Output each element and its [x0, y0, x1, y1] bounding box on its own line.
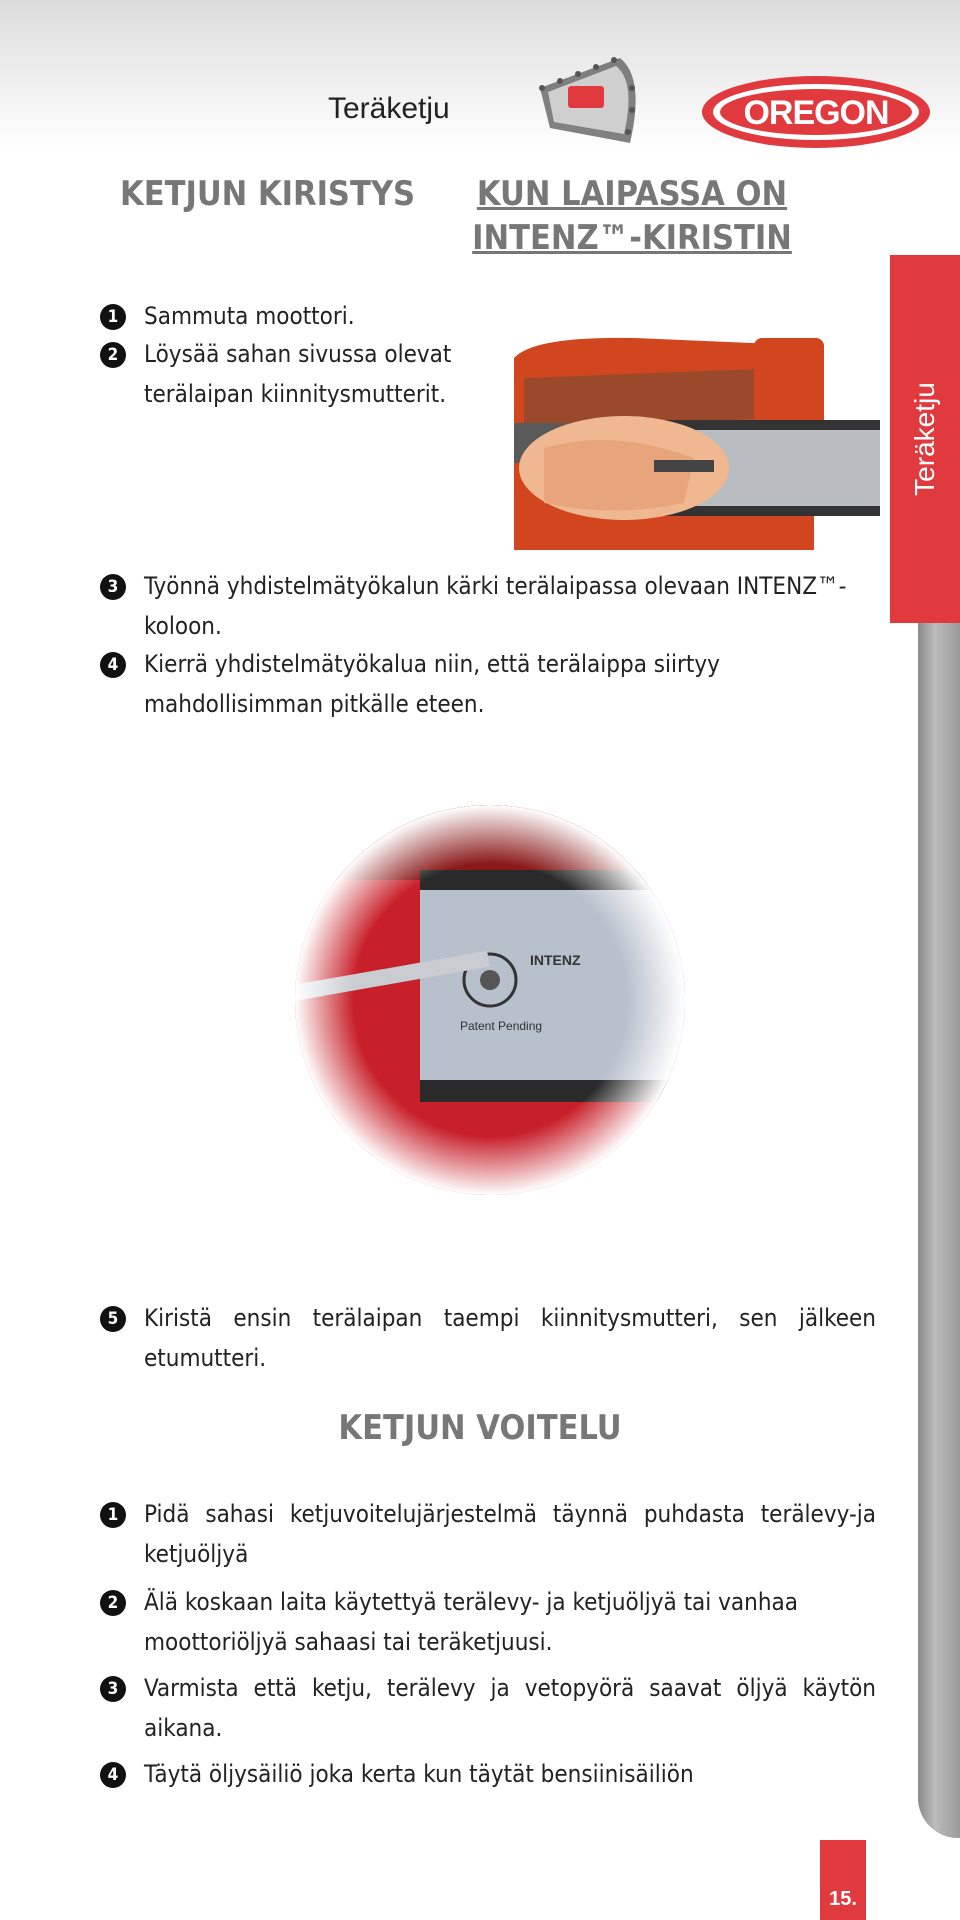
- section-title-left: KETJUN KIRISTYS: [120, 174, 416, 214]
- side-bar-decoration: [918, 623, 960, 1838]
- step-number-badge: 2: [100, 342, 126, 368]
- header-title: Teräketju: [328, 92, 450, 125]
- section-title-right: KUN LAIPASSA ON INTENZ™-KIRISTIN: [472, 174, 792, 258]
- oregon-logo: [700, 74, 932, 150]
- list-item: [100, 334, 460, 414]
- step-text: Täytä öljysäiliö joka kerta kun täytät bensiinisäiliön: [144, 1760, 694, 1788]
- side-tab-label: Teräketju: [909, 382, 940, 496]
- svg-text:OREGON: OREGON: [743, 94, 889, 132]
- step-text: Löysää sahan sivussa olevat terälaipan kiinnitysmutterit.: [144, 340, 452, 408]
- chainsaw-bar-photo: [514, 328, 880, 550]
- step-text: Työnnä yhdistelmätyökalun kärki terälaipassa olevaan INTENZ™-koloon.: [144, 572, 847, 640]
- step-number-badge: 1: [100, 1502, 126, 1528]
- step-text: Sammuta moottori.: [144, 302, 355, 330]
- list-item: [100, 1754, 876, 1794]
- list-item: [100, 566, 876, 646]
- list-item: [100, 1298, 876, 1378]
- step-number-badge: 3: [100, 574, 126, 600]
- step-number-badge: 2: [100, 1590, 126, 1616]
- list-item: [100, 644, 876, 724]
- list-item: [100, 1582, 800, 1662]
- step-text: Kierrä yhdistelmätyökalua niin, että terälaippa siirtyy mahdollisimman pitkälle eteen.: [144, 650, 720, 718]
- page-number: 15.: [829, 1888, 857, 1910]
- section-title-lubrication: KETJUN VOITELU: [338, 1408, 622, 1448]
- list-item: [100, 1668, 876, 1748]
- list-item: [100, 1494, 876, 1574]
- step-number-badge: 1: [100, 304, 126, 330]
- step-text: Varmista että ketju, terälevy ja vetopyörä saavat öljyä käytön aikana.: [144, 1674, 876, 1742]
- step-text: Älä koskaan laita käytettyä terälevy- ja ketjuöljyä tai vanhaa moottoriöljyä sahaasi tai teräketjuusi.: [144, 1588, 798, 1656]
- step-text: Kiristä ensin terälaipan taempi kiinnitysmutteri, sen jälkeen etumutteri.: [144, 1304, 876, 1372]
- step-number-badge: 4: [100, 1762, 126, 1788]
- step-text: Pidä sahasi ketjuvoitelujärjestelmä täynnä puhdasta terälevy-ja ketjuöljyä: [144, 1500, 876, 1568]
- chainsaw-chain-graphic: [520, 48, 650, 158]
- intenz-tensioner-photo: [290, 800, 690, 1200]
- step-number-badge: 3: [100, 1676, 126, 1702]
- step-number-badge: 5: [100, 1306, 126, 1332]
- step-number-badge: 4: [100, 652, 126, 678]
